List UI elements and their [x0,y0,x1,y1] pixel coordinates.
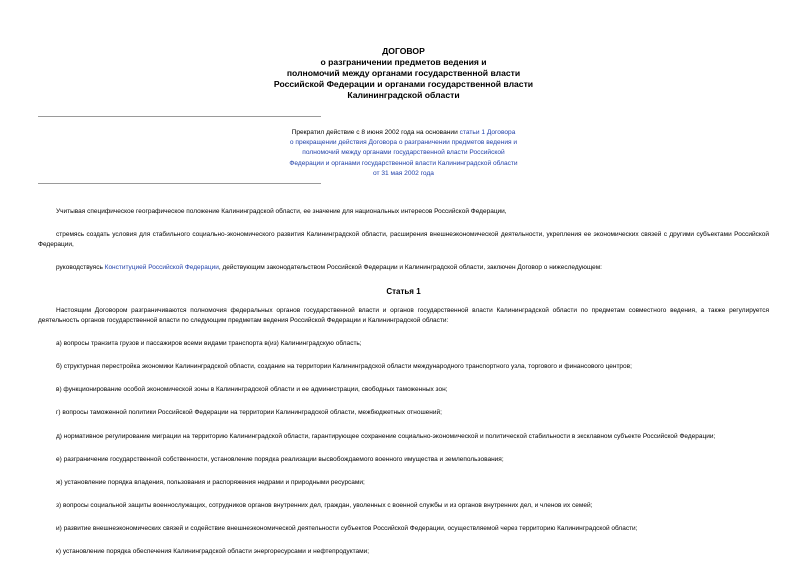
title-line-4: Российской Федерации и органами государственной власти [273,79,534,89]
status-text: Прекратил действие с 8 июня 2002 года на основании [291,129,460,136]
preamble-paragraph-2: стремясь создать условия для стабильного социально-экономического развития Калининградской области, расширения внешнеэкономической деятельности, укрепления ее экономических связей с другими субъектами Российской Федерации, [38,231,769,249]
article-1-item-e: е) разграничение государственной собственности, установление порядка реализации высвобождаемого военного имущества и землепользования; [56,455,504,463]
article-1-item-b: б) структурная перестройка экономики Калининградской области, создание на территории Калининградской области международного транспортного узла, торгового и финансового центров; [56,362,632,370]
preamble-p3-before: руководствуясь [56,264,105,272]
article-1-item-d: д) нормативное регулирование миграции на территорию Калининградской области, гарантирующее сохранение социально-экономической и политической стабильности в эксклавном субъекте Российской Федерации; [56,432,716,440]
article-1-heading: Статья 1 [386,286,421,296]
status-link-line-3[interactable]: полномочий между органами государственной власти Российской [302,149,505,157]
status-note [200,128,607,179]
article-1-item-v: в) функционирование особой экономической зоны в Калининградской области и ее администрации, свободных таможенных зон; [56,386,448,394]
preamble-paragraph-3 [38,263,769,273]
preamble-p3-after: , действующим законодательством Российской Федерации и Калининградской области, заключен Договор о нижеследующем: [218,264,602,272]
preamble-paragraph-1: Учитывая специфическое географическое положение Калининградской области, ее значение для национальных интересов Российской Федерации, [56,208,507,215]
article-1-item-zh: ж) установление порядка владения, пользования и распоряжения недрами и природными ресурсами; [56,478,365,486]
title-line-2: о разграничении предметов ведения и [320,57,487,67]
title-line-3: полномочий между органами государственной власти [286,68,521,78]
title-line-1: ДОГОВОР [382,46,425,56]
document-title [200,46,607,101]
article-1-item-z: з) вопросы социальной защиты военнослужащих, сотрудников органов внутренних дел, граждан, уволенных с военной службы и из органов внутренних дел, и членов их семей; [56,502,593,510]
article-1-item-k: к) установление порядка обеспечения Калининградской области энергоресурсами и нефтепродуктами; [56,548,370,556]
divider-top [38,116,321,117]
status-link-article[interactable]: статьи 1 Договора [459,129,516,136]
article-1-intro: Настоящим Договором разграничиваются полномочия федеральных органов государственной власти и органов государственной власти Калининградской области по предметам совместного ведения, а также регулируется деятельность органов государственной власти по следующим предметам ведения Российской Федерации и Калининградской области: [38,306,769,324]
article-1-item-a: а) вопросы транзита грузов и пассажиров всеми видами транспорта в(из) Калининградскую область; [56,339,362,347]
status-link-line-4[interactable]: Федерации и органами государственной власти Калининградской области [289,159,518,167]
status-link-line-5[interactable]: от 31 мая 2002 года [373,169,434,177]
constitution-link[interactable]: Конституцией Российской Федерации [104,264,219,272]
article-1-item-g: г) вопросы таможенной политики Российской Федерации на территории Калининградской области, межбюджетных отношений; [56,409,442,417]
article-1-item-i: и) развитие внешнеэкономических связей и содействие внешнеэкономической деятельности субъектов Российской Федерации, осуществляемой через территорию Калининградской области; [56,525,638,533]
title-line-5: Калининградской области [347,90,460,100]
divider-bottom [38,183,321,184]
status-link-line-2[interactable]: о прекращении действия Договора о разграничении предметов ведения и [289,139,518,147]
document-body [38,207,769,557]
status-line-1 [200,128,607,138]
